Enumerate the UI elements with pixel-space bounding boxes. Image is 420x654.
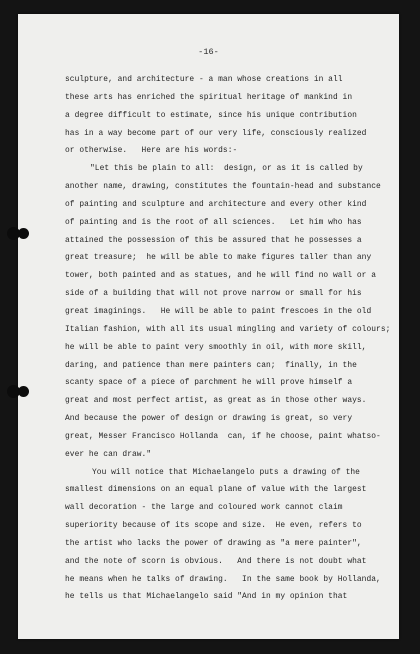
text-line: scanty space of a piece of parchment he will prove himself a xyxy=(65,378,353,388)
text-line: ever he can draw." xyxy=(65,449,152,459)
text-line: daring, and patience than mere painters can; finally, in the xyxy=(65,360,357,370)
text-line: he tells us that Michaelangelo said "And in my opinion that xyxy=(65,592,348,602)
text-line: of painting and sculpture and architecture and every other kind xyxy=(65,199,367,209)
text-line: and the note of scorn is obvious. And there is not doubt what xyxy=(65,556,367,566)
text-line: attained the possession of this be assured that he possesses a xyxy=(65,235,362,245)
text-line: sculpture, and architecture - a man whose creations in all xyxy=(65,75,343,84)
text-line: great imaginings. He will be able to paint frescoes in the old xyxy=(65,306,372,316)
text-line: You will notice that Michaelangelo puts a drawing of the xyxy=(92,467,360,477)
text-line: superiority because of its scope and size. He even, refers to xyxy=(65,521,362,531)
punch-hole xyxy=(18,386,29,397)
text-line: great, Messer Francisco Hollanda can, if he choose, paint whatso- xyxy=(65,431,381,441)
text-line: great treasure; he will be able to make figures taller than any xyxy=(65,253,372,263)
text-line: smallest dimensions on an equal plane of value with the largest xyxy=(65,485,367,495)
text-line: tower, both painted and as statues, and he will find no wall or a xyxy=(65,271,377,281)
text-line: great and most perfect artist, as great as in those other ways. xyxy=(65,396,367,406)
body-text xyxy=(65,71,390,606)
punch-hole xyxy=(18,228,29,239)
text-line: the artist who lacks the power of drawing as "a mere painter", xyxy=(65,538,362,548)
text-line: has in a way become part of our very life, consciously realized xyxy=(65,128,367,138)
text-line: "Let this be plain to all: design, or as it is called by xyxy=(90,164,363,174)
text-line: another name, drawing, constitutes the fountain-head and substance xyxy=(65,182,381,192)
text-line: wall decoration - the large and coloured work cannot claim xyxy=(65,503,343,513)
page-number: -16- xyxy=(198,47,219,57)
text-line: he means when he talks of drawing. In the same book by Hollanda, xyxy=(65,574,381,584)
text-line: side of a building that will not prove narrow or small for his xyxy=(65,289,362,299)
text-line: Italian fashion, with all its usual mingling and variety of colours; xyxy=(65,324,391,334)
text-line: a degree difficult to estimate, since his unique contribution xyxy=(65,110,357,120)
text-line: And because the power of design or drawing is great, so very xyxy=(65,414,353,424)
text-line: or otherwise. Here are his words:- xyxy=(65,146,238,156)
text-line: these arts has enriched the spiritual heritage of mankind in xyxy=(65,92,353,102)
document-page xyxy=(18,14,399,639)
text-line: of painting and is the root of all sciences. Let him who has xyxy=(65,217,362,227)
text-line: he will be able to paint very smoothly in oil, with more skill, xyxy=(65,342,367,352)
